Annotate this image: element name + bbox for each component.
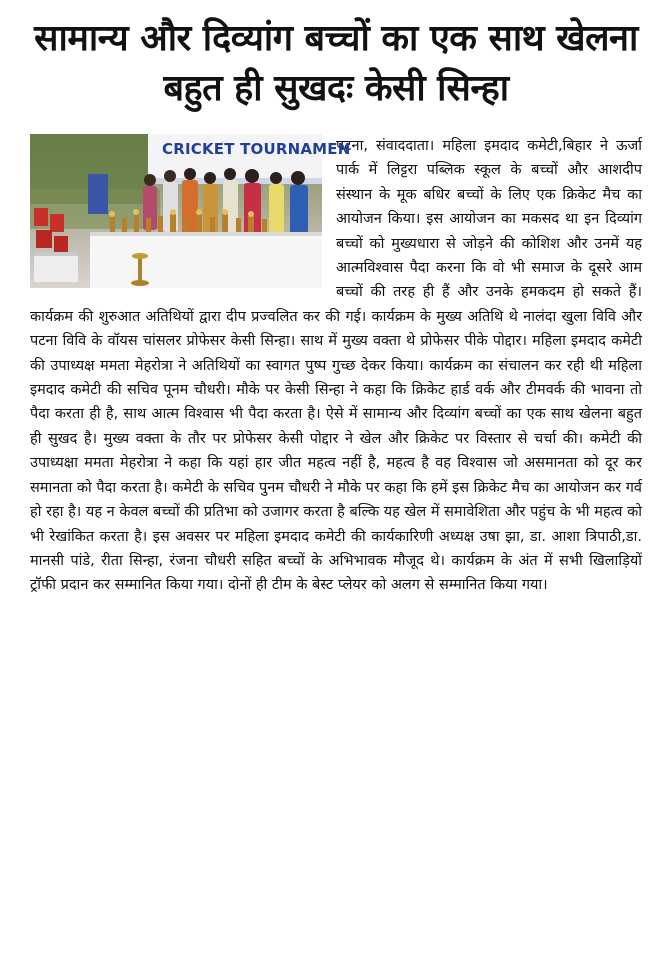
article-text: पटना, संवाददाता। महिला इमदाद कमेटी,बिहार ने ऊर्जा पार्क में लिट्टरा पब्लिक स्कूल के बच्चों और आशदीप संस्थान के मूक बधिर बच्चों के लिए एक क्रिकेट मैच का आयोजन किया। इस आयोजन का मकसद था इन दिव्यांग बच्चों को मुख्यधारा से जोड़ने की कोशिश और उनमें यह आत्मविश्वास पैदा करना कि वो भी समाज के दूसरे आम बच्चों की तरह ही हैं और उनके हमकदम हो सकते हैं। कार्यक्रम की शुरुआत अतिथियों द्वारा दीप प्रज्वलित कर की गई। कार्यक्रम के मुख्य अतिथि थे नालंदा खुला विवि और पटना विवि के वॉयस चांसलर प्रोफेसर केसी सिन्हा। साथ में मुख्य वक्ता थे प्रोफेसर पीके पोद्दार। महिला इमदाद कमेटी की उपाध्यक्ष ममता मेहरोत्रा ने अतिथियों का स्वागत पुष्प गुच्छ देकर किया। कार्यक्रम का संचालन कर रही थी महिला इमदाद कमेटी की सचिव पूनम चौधरी। मौके पर केसी सिन्हा ने कहा कि क्रिकेट हार्ड वर्क और टीमवर्क की भावना तो पैदा करता ही है, साथ आत्म विश्वास भी पैदा करता है। ऐसे में सामान्य और दिव्यांग बच्चों का एक साथ खेलना बहुत ही सुखद है। मुख्य वक्ता के तौर पर प्रोफेसर केसी पोद्दार ने खेल और क्रिकेट पर विस्तार से चर्चा की। कमेटी की उपाध्यक्षा ममता मेहरोत्रा ने कहा कि यहां हार जीत महत्व नहीं है, महत्व है वह विश्वास जो असमानता को दूर कर समानता को पैदा करता है। कमेटी के सचिव पुनम चौधरी ने मौके पर कहा कि हमें इस क्रिकेट मैच का आयोजन कर गर्व हो रहा है। यह न केवल बच्चों की प्रतिभा को उजागर करता है बल्कि यह खेल में समावेशिता और पहुंच के भी महत्व को भी रेखांकित करता है। इस अवसर पर महिला इमदाद कमेटी की कार्यकारिणी अध्यक्ष उषा झा, डा. आशा त्रिपाठी,डा. मानसी पांडे, रीता सिन्हा, रंजना चौधरी सहित बच्चों के अभिभावक मौजूद थे। कार्यक्रम के अंत में सभी खिलाड़ियों ट्रॉफी प्रदान कर सम्मानित किया गया। दोनों ही टीम के बेस्ट प्लेयर को अलग से सम्मानित किया गया।: [30, 138, 642, 594]
headline: सामान्य और दिव्यांग बच्चों का एक साथ खेलना बहुत ही सुखदः केसी सिन्हा: [34, 18, 638, 109]
event-photo: [30, 134, 351, 288]
photo-banner-text: CRICKET TOURNAMEN: [162, 140, 351, 158]
article-body: [30, 134, 642, 598]
